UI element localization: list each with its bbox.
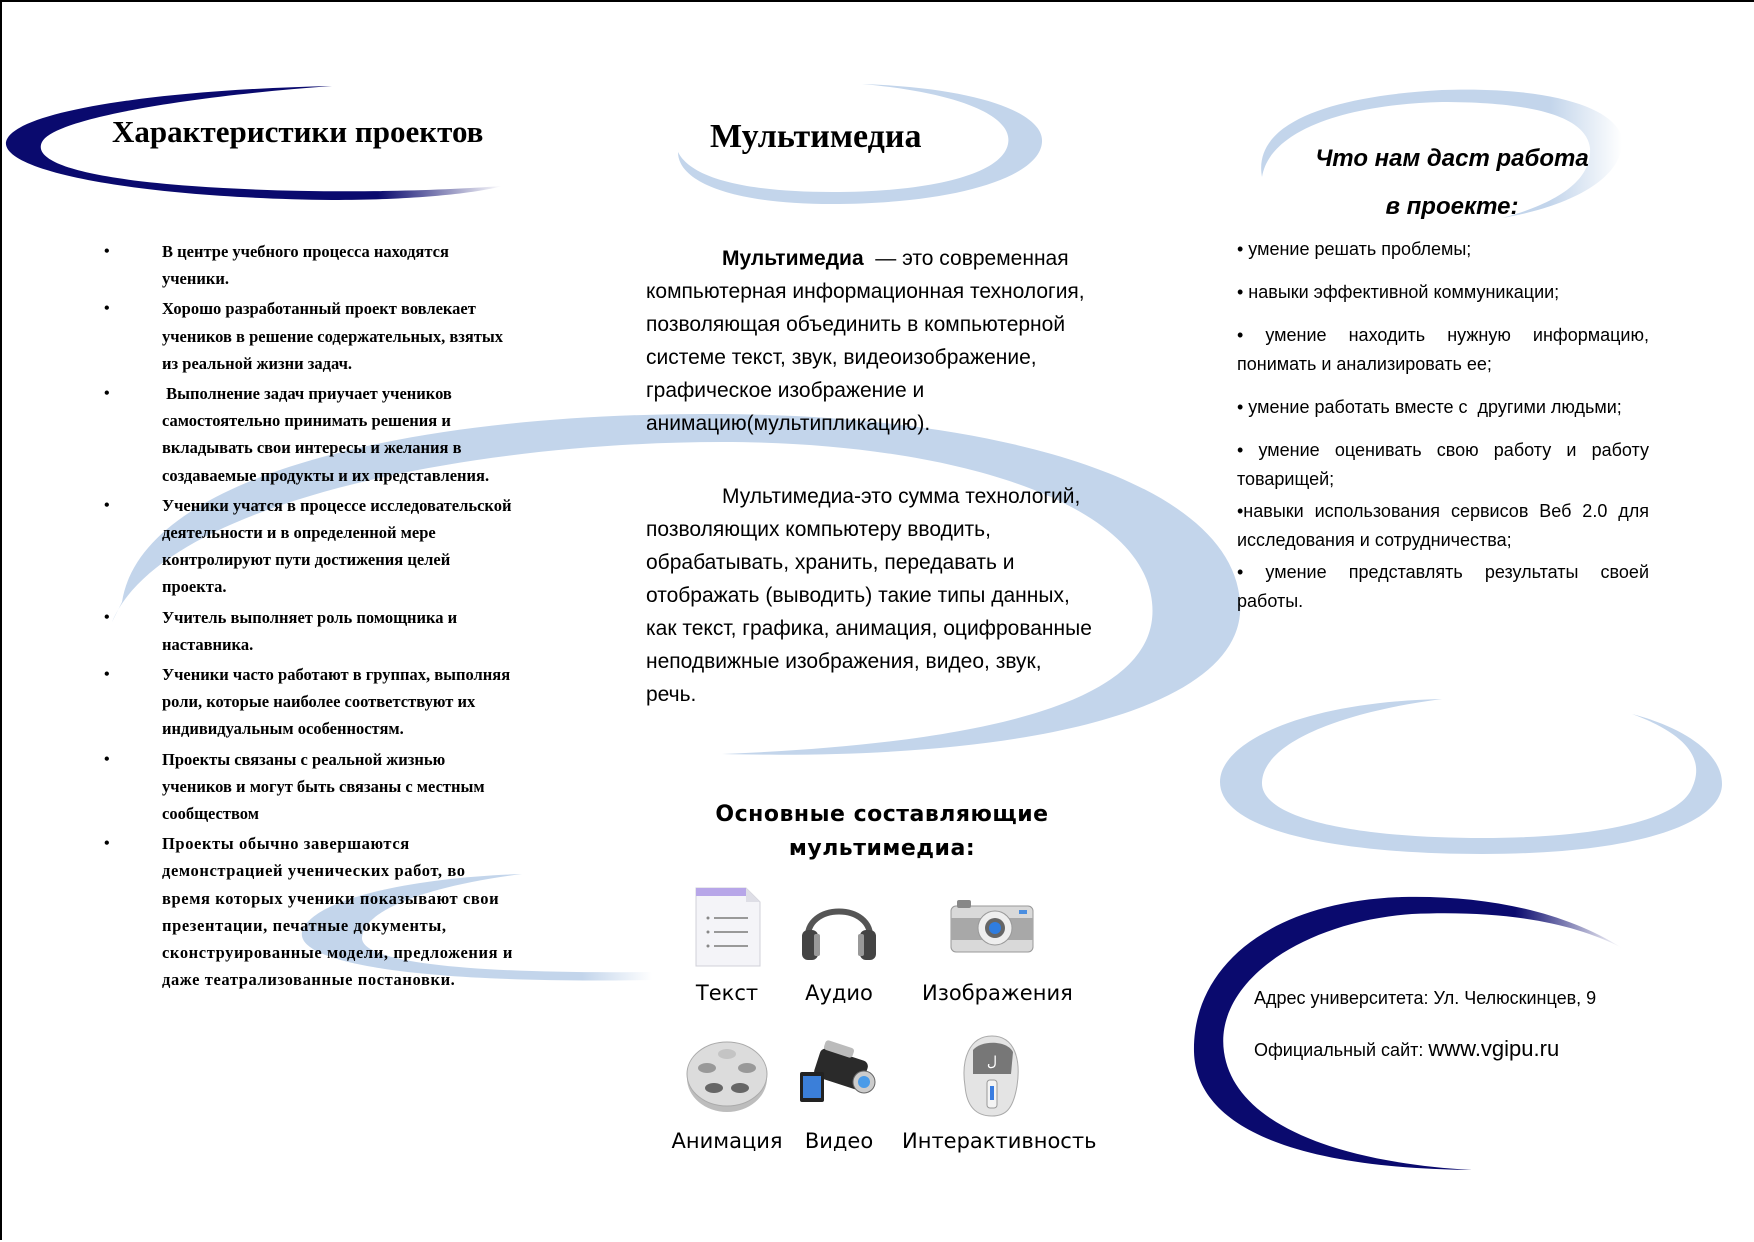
video-camera-icon xyxy=(794,1030,884,1120)
list-item: • навыки эффективной коммуникации; xyxy=(1237,282,1560,302)
component-text xyxy=(682,882,772,1005)
list-item: • Проекты связаны с реальной жизнью учеников и могут быть связаны с местным сообществом xyxy=(94,746,514,828)
component-label: Видео xyxy=(804,1129,874,1153)
bullet-icon: • xyxy=(104,750,110,768)
university-address: Адрес университета: Ул. Челюскинцев, 9 xyxy=(1254,988,1597,1008)
component-images xyxy=(922,882,1073,1005)
bullet-icon: • xyxy=(104,385,110,403)
middle-section-title: Мультимедиа xyxy=(710,118,922,155)
right-section-title: Что нам даст работа в проекте: xyxy=(1315,145,1589,220)
list-item: • Ученики учатся в процессе исследовательской деятельности и в определенной мере контролируют пути достижения целей проекта. xyxy=(94,492,514,601)
lower-right-navy-swoosh xyxy=(1194,897,1622,1170)
list-item: • Учитель выполняет роль помощника и наставника. xyxy=(94,604,514,658)
list-item: • Выполнение задач приучает учеников самостоятельно принимать решения и вкладывать свои интересы и желания в создаваемые продукты и их представления. xyxy=(94,380,514,489)
bullet-icon: • xyxy=(104,608,110,626)
component-label: Анимация xyxy=(671,1129,783,1153)
list-item: • Хорошо разработанный проект вовлекает учеников в решение содержательных, взятых из реальной жизни задач. xyxy=(94,295,514,377)
list-item: • умение работать вместе с другими людьми; xyxy=(1237,397,1622,417)
bullet-icon: • xyxy=(104,300,110,318)
list-item: •навыки использования сервисов Веб 2.0 для исследования и сотрудничества; xyxy=(1237,501,1649,550)
camera-icon xyxy=(947,882,1037,972)
term-bold: Мультимедиа xyxy=(722,247,864,270)
site-label: Официальный сайт: xyxy=(1254,1040,1429,1060)
lower-right-swoosh xyxy=(1220,699,1722,854)
bullet-icon: • xyxy=(104,666,110,684)
bullet-icon: • xyxy=(104,496,110,514)
headphones-icon xyxy=(794,882,884,972)
film-reel-icon xyxy=(682,1030,772,1120)
component-label: Интерактивность xyxy=(902,1129,1097,1153)
svg-text:ل: ل xyxy=(986,1054,998,1070)
project-benefits-list xyxy=(1237,235,1649,630)
component-audio xyxy=(794,882,884,1005)
official-site xyxy=(1254,1036,1559,1062)
bullet-icon: • xyxy=(104,243,110,260)
list-item: • Проекты обычно завершаются демонстрацией ученических работ, во время которых ученики показывают свои презентации, печатные документы, сконструированные модели, предложения и даже театрализованные постановки. xyxy=(94,830,514,993)
list-item: • умение оценивать свою работу и работу товарищей; xyxy=(1237,440,1649,489)
component-animation xyxy=(670,1030,784,1153)
component-label: Аудио xyxy=(805,981,873,1005)
component-label: Текст xyxy=(695,981,759,1005)
list-item: • В центре учебного процесса находятся ученики. xyxy=(94,238,514,292)
components-heading: Основные составляющие мультимедиа: xyxy=(715,802,1049,861)
multimedia-definition-paragraph: Мультимедиа — это современная компьютерная информационная технология, позволяющая объединить в компьютерной системе текст, звук, видеоизображение, графическое изображение и анимацию(мультипликацию). xyxy=(646,247,1091,435)
left-section-title: Характеристики проектов xyxy=(112,114,484,149)
bullet-icon: • xyxy=(104,835,111,853)
site-link[interactable]: www.vgipu.ru xyxy=(1428,1036,1560,1061)
mouse-icon xyxy=(947,1030,1037,1120)
component-label: Изображения xyxy=(922,981,1073,1005)
project-characteristics-list xyxy=(94,238,514,996)
list-item: • умение представлять результаты своей работы. xyxy=(1237,562,1649,611)
list-item: • умение решать проблемы; xyxy=(1237,239,1472,259)
text-document-icon xyxy=(682,882,772,972)
list-item: • умение находить нужную информацию, понимать и анализировать ее; xyxy=(1237,325,1649,374)
component-video xyxy=(794,1030,884,1153)
component-interactivity xyxy=(902,1030,1097,1153)
multimedia-technologies-paragraph: Мультимедиа-это сумма технологий, позволяющих компьютеру вводить, обрабатывать, хранить, передавать и отображать (выводить) такие типы данных, как текст, графика, анимация, оцифрованные неподвижные изображения, видео, звук, речь. xyxy=(646,485,1092,706)
list-item: • Ученики часто работают в группах, выполняя роли, которые наиболее соответствуют их индивидуальным особенностям. xyxy=(94,661,514,743)
